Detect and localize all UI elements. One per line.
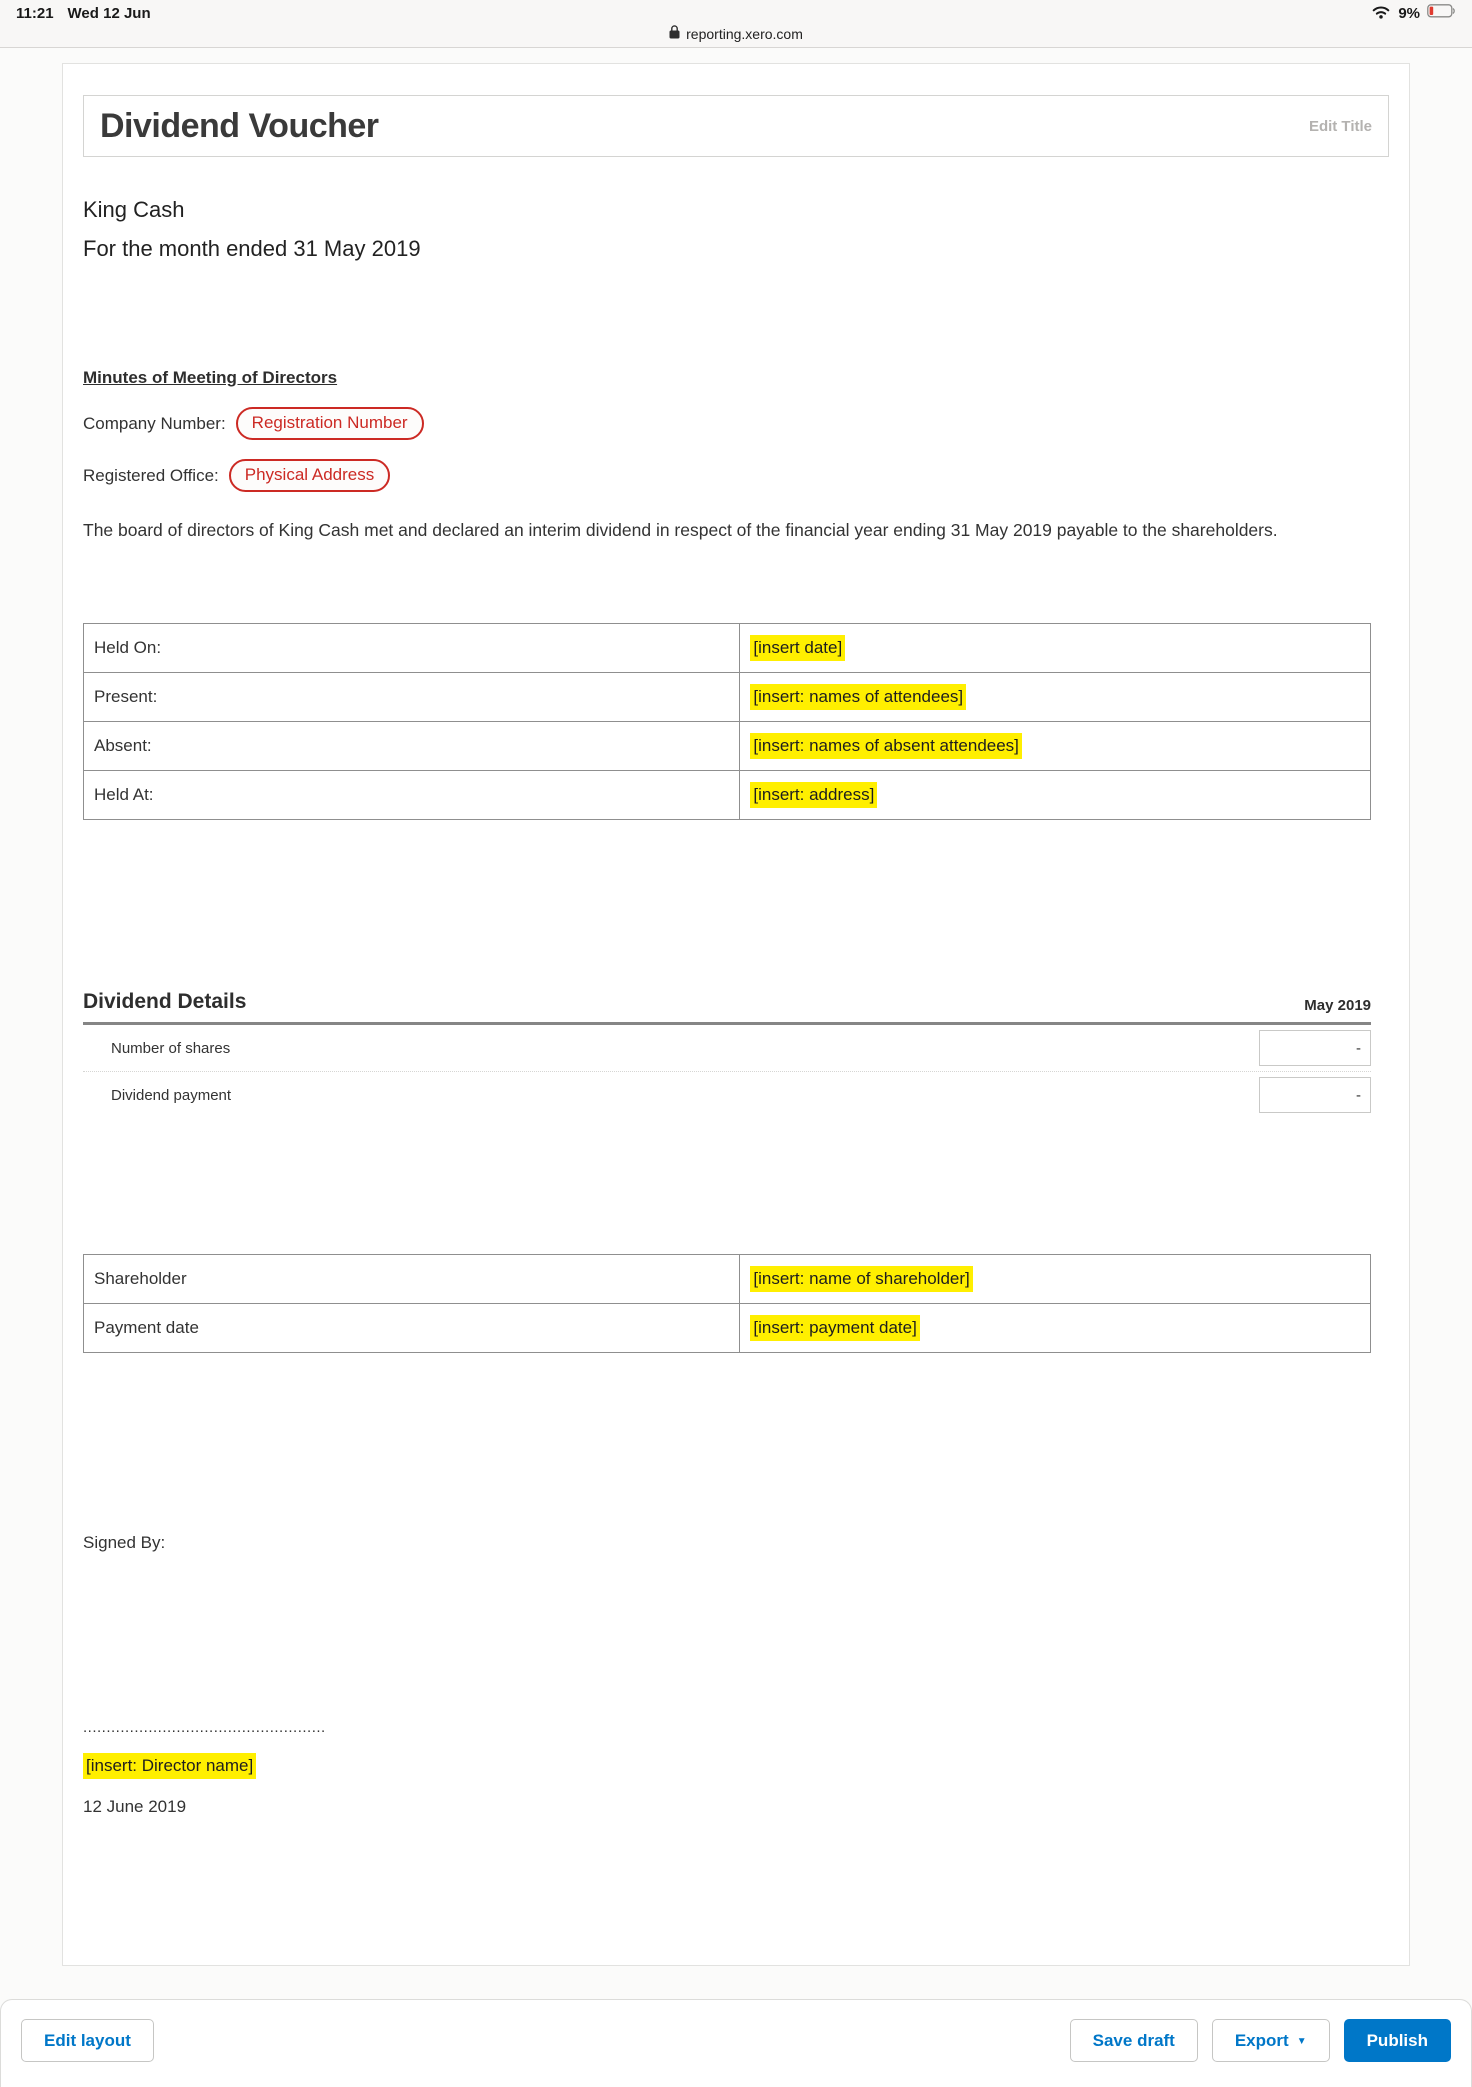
dividend-details-heading: Dividend Details xyxy=(83,990,247,1014)
status-time: 11:21 xyxy=(16,4,54,22)
board-declaration-paragraph: The board of directors of King Cash met and declared an interim dividend in respect of the financial year ending 31 May 2019 payable to the shareholders. xyxy=(83,520,1278,540)
dividend-row-label: Number of shares xyxy=(111,1039,231,1057)
registered-office-label: Registered Office: xyxy=(83,465,219,485)
report-canvas xyxy=(0,48,1472,2087)
dividend-row-shares xyxy=(83,1025,1371,1071)
save-draft-button[interactable]: Save draft xyxy=(1070,2019,1198,2062)
dividend-period-column-header: May 2019 xyxy=(1304,997,1371,1015)
report-period: For the month ended 31 May 2019 xyxy=(83,236,421,261)
battery-percent: 9% xyxy=(1398,4,1420,22)
table-row xyxy=(84,1304,1371,1353)
meeting-row-label: Present: xyxy=(84,673,740,722)
company-name: King Cash xyxy=(83,197,185,222)
status-date: Wed 12 Jun xyxy=(67,4,151,22)
insert-shareholder-placeholder[interactable]: [insert: name of shareholder] xyxy=(750,1266,972,1292)
insert-address-placeholder[interactable]: [insert: address] xyxy=(750,782,877,808)
report-title: Dividend Voucher xyxy=(100,106,379,145)
shareholder-row-label: Shareholder xyxy=(84,1255,740,1304)
insert-director-name-placeholder[interactable]: [insert: Director name] xyxy=(83,1753,256,1779)
meeting-row-label: Held At: xyxy=(84,771,740,820)
dividend-row-label: Dividend payment xyxy=(111,1086,232,1104)
table-row xyxy=(84,1255,1371,1304)
signature-date: 12 June 2019 xyxy=(83,1797,187,1817)
insert-absent-attendees-placeholder[interactable]: [insert: names of absent attendees] xyxy=(750,733,1022,759)
shareholder-row-label: Payment date xyxy=(84,1304,740,1353)
company-number-placeholder[interactable]: Registration Number xyxy=(236,407,424,440)
edit-title-button[interactable]: Edit Title xyxy=(1308,117,1372,135)
export-button-label: Export xyxy=(1234,2031,1289,2050)
company-number-row xyxy=(83,407,1389,440)
edit-layout-button[interactable]: Edit layout xyxy=(21,2019,154,2062)
browser-chrome xyxy=(0,0,1472,48)
shareholder-table xyxy=(83,1254,1371,1353)
table-row xyxy=(84,673,1371,722)
export-button[interactable] xyxy=(1212,2019,1330,2062)
address-bar[interactable] xyxy=(0,24,1472,48)
report-title-box[interactable] xyxy=(83,95,1389,157)
battery-icon xyxy=(1427,4,1456,22)
bottom-toolbar xyxy=(0,1999,1472,2087)
signed-by-label: Signed By: xyxy=(83,1533,166,1553)
shares-value-field[interactable]: - xyxy=(1259,1030,1371,1066)
lock-icon xyxy=(669,25,680,42)
chevron-down-icon: ▼ xyxy=(1296,2036,1307,2047)
report-page xyxy=(62,63,1410,1966)
meeting-row-label: Held On: xyxy=(84,624,740,673)
insert-date-placeholder[interactable]: [insert date] xyxy=(750,635,845,661)
table-row xyxy=(84,624,1371,673)
meeting-details-table xyxy=(83,623,1371,820)
status-bar xyxy=(0,0,1472,24)
address-bar-url: reporting.xero.com xyxy=(686,25,803,42)
registered-office-placeholder[interactable]: Physical Address xyxy=(229,459,390,492)
insert-attendees-placeholder[interactable]: [insert: names of attendees] xyxy=(750,684,966,710)
publish-button[interactable]: Publish xyxy=(1344,2019,1451,2062)
table-row xyxy=(84,771,1371,820)
wifi-icon xyxy=(1371,4,1391,23)
minutes-heading: Minutes of Meeting of Directors xyxy=(83,368,338,387)
table-row xyxy=(84,722,1371,771)
dividend-details-section xyxy=(83,990,1389,1118)
signature-line: .................................................... xyxy=(83,1719,326,1737)
dividend-row-payment xyxy=(83,1071,1371,1118)
company-number-label: Company Number: xyxy=(83,413,226,433)
insert-payment-date-placeholder[interactable]: [insert: payment date] xyxy=(750,1315,919,1341)
registered-office-row xyxy=(83,459,1389,492)
payment-value-field[interactable]: - xyxy=(1259,1077,1371,1113)
meeting-row-label: Absent: xyxy=(84,722,740,771)
